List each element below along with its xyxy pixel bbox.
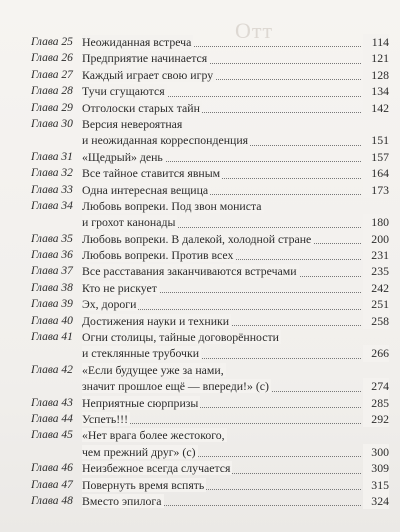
- chapter-title-line: [82, 198, 389, 214]
- chapter-title-line: [82, 378, 389, 394]
- chapter-title-text: Достижения науки и техники: [82, 313, 230, 328]
- toc-entry: [0, 263, 400, 279]
- page-number: 134: [363, 83, 389, 99]
- chapter-title-line: [82, 313, 389, 329]
- toc-entry: [0, 198, 400, 231]
- chapter-number: Глава 46: [31, 462, 73, 475]
- chapter-number: Глава 43: [31, 396, 73, 409]
- chapter-title-text: Неожиданная встреча: [82, 35, 192, 49]
- chapter-number: Глава 48: [31, 494, 73, 507]
- page-number: 180: [363, 214, 389, 230]
- chapter-title-text: и грохот канонады: [82, 215, 176, 230]
- toc-entry: [0, 67, 400, 83]
- chapter-number: Глава 45: [31, 429, 73, 442]
- chapter-title-line: [82, 132, 389, 148]
- chapter-title-line: [82, 411, 389, 427]
- page-number: 242: [363, 280, 389, 296]
- page-number: 258: [363, 313, 389, 329]
- chapter-title-text: Кто не рискует: [82, 280, 157, 295]
- page-number: 164: [363, 165, 389, 181]
- chapter-title-line: [82, 296, 389, 312]
- page-number: 315: [363, 477, 389, 493]
- chapter-title-text: Повернуть время вспять: [82, 477, 205, 492]
- bleed-through-text: Отт: [235, 18, 274, 43]
- page-number: 251: [363, 296, 389, 312]
- toc-entry: [0, 100, 400, 116]
- chapter-number: Глава 35: [31, 232, 73, 245]
- chapter-title-line: [82, 116, 389, 132]
- chapter-number: Глава 25: [31, 36, 73, 48]
- toc-entry: [0, 116, 400, 149]
- toc-entry: [0, 411, 400, 427]
- chapter-title-line: [82, 280, 389, 296]
- page-number: 285: [363, 395, 389, 411]
- chapter-title-text: Предприятие начинается: [82, 51, 208, 66]
- page-number: 121: [363, 50, 389, 66]
- chapter-title-text: и стеклянные трубочки: [82, 346, 200, 361]
- chapter-number: Глава 39: [31, 298, 73, 311]
- chapter-title-text: Все расставания заканчиваются встречами: [82, 264, 297, 279]
- chapter-title-text: Огни столицы, тайные договорённости: [82, 330, 279, 345]
- page-number: 151: [363, 132, 389, 148]
- chapter-number: Глава 26: [31, 52, 73, 65]
- toc-entry: [0, 493, 400, 509]
- toc-entry: [0, 182, 400, 198]
- toc-entry: [0, 427, 400, 460]
- chapter-number: Глава 37: [31, 265, 73, 278]
- chapter-title-line: [82, 165, 389, 181]
- chapter-title-text: «Если будущее уже за нами,: [82, 362, 224, 377]
- chapter-title-text: Неприятные сюрпризы: [82, 395, 199, 410]
- chapter-title-text: значит прошлое ещё — впереди!» (с): [82, 379, 269, 394]
- page-number: 266: [363, 345, 389, 361]
- chapter-title-line: [82, 34, 389, 50]
- toc-entry: [0, 280, 400, 296]
- chapter-title-text: и неожиданная корреспонденция: [82, 133, 249, 148]
- page-number: 324: [363, 493, 389, 509]
- chapter-title-text: Тучи сгущаются: [82, 84, 165, 99]
- toc-entry: [0, 362, 400, 395]
- chapter-title-text: Отголоски старых тайн: [82, 100, 200, 115]
- chapter-title-line: [82, 345, 389, 361]
- chapter-title-line: [82, 444, 389, 460]
- chapter-title-line: [82, 395, 389, 411]
- chapter-title-line: [82, 263, 389, 279]
- chapter-title-text: чем прежний друг» (с): [82, 444, 196, 459]
- chapter-title-text: Вместо эпилога: [82, 493, 162, 508]
- chapter-title-text: Все тайное ставится явным: [82, 166, 221, 181]
- toc-entry: [0, 165, 400, 181]
- page-number: 235: [363, 263, 389, 279]
- chapter-number: Глава 42: [31, 363, 73, 376]
- chapter-number: Глава 40: [31, 314, 73, 327]
- chapter-title-text: «Нет врага более жестокого,: [82, 428, 225, 443]
- chapter-title-line: [82, 460, 389, 476]
- toc-entry: [0, 34, 400, 50]
- toc-entry: [0, 83, 400, 99]
- chapter-title-line: [82, 149, 389, 165]
- chapter-title-text: Любовь вопреки. Под звон мониста: [82, 198, 262, 213]
- chapter-title-text: Каждый играет свою игру: [82, 67, 214, 82]
- chapter-title-line: [82, 329, 389, 345]
- toc-entry: [0, 329, 400, 362]
- chapter-number: Глава 30: [31, 117, 73, 130]
- chapter-title-text: Одна интересная вещица: [82, 182, 209, 197]
- chapter-title-text: «Щедрый» день: [82, 149, 163, 164]
- toc-entry: [0, 313, 400, 329]
- chapter-title-text: Версия невероятная: [82, 116, 183, 131]
- chapter-title-line: [82, 67, 389, 83]
- page-number: 142: [363, 100, 389, 116]
- page-number: 157: [363, 149, 389, 165]
- chapter-title-line: [82, 427, 389, 443]
- page-number: 200: [363, 231, 389, 247]
- table-of-contents: [0, 34, 400, 509]
- chapter-title-text: Эх, дороги: [82, 297, 137, 312]
- toc-entry: [0, 296, 400, 312]
- chapter-title-line: [82, 493, 389, 509]
- page-number: 114: [363, 34, 389, 50]
- toc-entry: [0, 395, 400, 411]
- toc-entry: [0, 50, 400, 66]
- page-number: 128: [363, 67, 389, 83]
- page-number: 309: [363, 460, 389, 476]
- chapter-title-line: [82, 247, 389, 263]
- chapter-number: Глава 27: [31, 68, 73, 81]
- chapter-number: Глава 29: [31, 101, 73, 114]
- chapter-title-line: [82, 50, 389, 66]
- chapter-title-text: Неизбежное всегда случается: [82, 461, 231, 476]
- page-number: 231: [363, 247, 389, 263]
- page-number: 173: [363, 182, 389, 198]
- chapter-title-text: Успеть!!!: [82, 411, 129, 426]
- chapter-title-text: Любовь вопреки. В далекой, холодной стране: [82, 231, 312, 246]
- chapter-title-text: Любовь вопреки. Против всех: [82, 248, 234, 263]
- chapter-number: Глава 32: [31, 167, 73, 180]
- chapter-number: Глава 31: [31, 150, 73, 163]
- chapter-title-line: [82, 362, 389, 378]
- chapter-number: Глава 47: [31, 478, 73, 491]
- page-number: 292: [363, 411, 389, 427]
- chapter-number: Глава 36: [31, 249, 73, 262]
- chapter-title-line: [82, 477, 389, 493]
- chapter-title-line: [82, 83, 389, 99]
- chapter-number: Глава 38: [31, 281, 73, 294]
- chapter-title-line: [82, 100, 389, 116]
- chapter-title-line: [82, 231, 389, 247]
- chapter-title-line: [82, 214, 389, 230]
- toc-entry: [0, 149, 400, 165]
- chapter-number: Глава 44: [31, 412, 73, 425]
- page-number: 274: [363, 378, 389, 394]
- chapter-number: Глава 34: [31, 199, 73, 212]
- toc-entry: [0, 460, 400, 476]
- chapter-number: Глава 41: [31, 331, 73, 344]
- page-number: 300: [363, 444, 389, 460]
- chapter-number: Глава 33: [31, 183, 73, 196]
- toc-entry: [0, 231, 400, 247]
- chapter-title-line: [82, 182, 389, 198]
- toc-entry: [0, 247, 400, 263]
- chapter-number: Глава 28: [31, 85, 73, 98]
- toc-entry: [0, 477, 400, 493]
